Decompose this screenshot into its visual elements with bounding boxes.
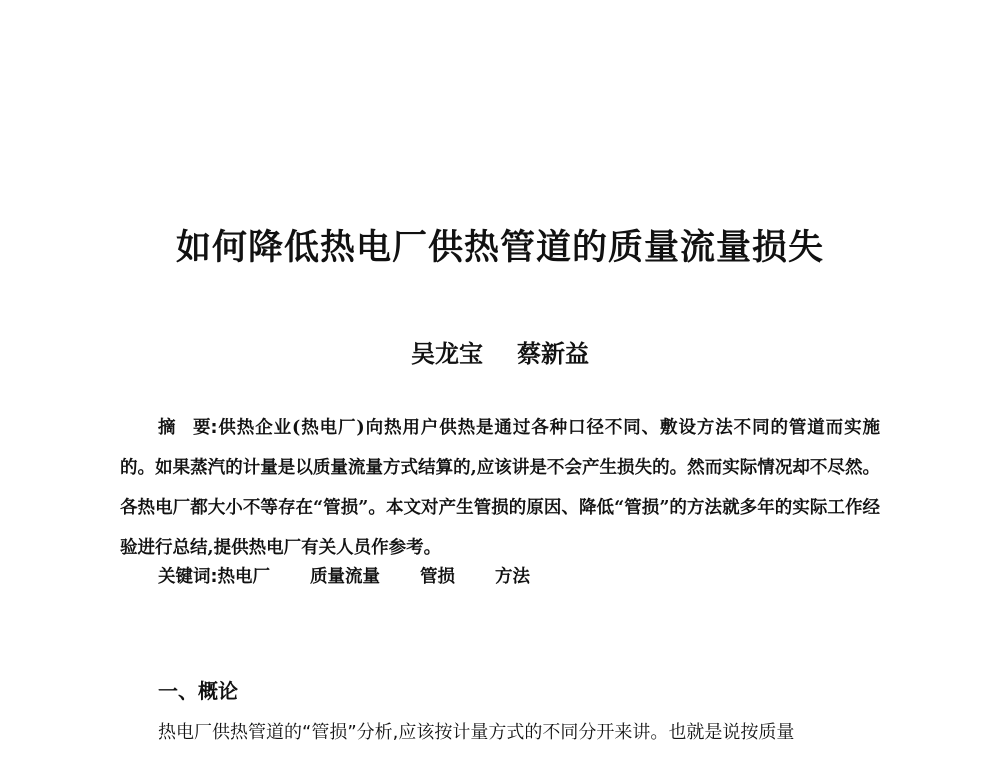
section-heading: 一、概论 <box>158 679 238 703</box>
paper-title: 如何降低热电厂供热管道的质量流量损失 <box>175 227 824 268</box>
keywords-line <box>158 560 570 594</box>
keyword: 方法 <box>495 567 530 587</box>
keyword: 质量流量 <box>310 567 380 587</box>
keyword: 管损 <box>420 567 455 587</box>
author-list <box>0 338 1000 370</box>
keyword: 热电厂 <box>217 567 270 587</box>
abstract-paragraph <box>120 408 880 568</box>
body-paragraph: 热电厂供热管道的“管损”分析,应该按计量方式的不同分开来讲。也就是说按质量 <box>158 722 795 743</box>
abstract-text: 供热企业(热电厂)向热用户供热是通过各种口径不同、敷设方法不同的管道而实施的。如果蒸汽的计量是以质量流量方式结算的,应该讲是不会产生损失的。然而实际情况却不尽然。各热电厂都大小不等存在“管损”。本文对产生管损的原因、降低“管损”的方法就多年的实际工作经验进行总结,提供热电厂有关人员作参考。 <box>120 418 880 558</box>
author-name: 蔡新益 <box>517 339 589 368</box>
author-name: 吴龙宝 <box>411 339 483 368</box>
abstract-label: 摘 要: <box>158 418 218 438</box>
keywords-label: 关键词: <box>158 567 218 587</box>
